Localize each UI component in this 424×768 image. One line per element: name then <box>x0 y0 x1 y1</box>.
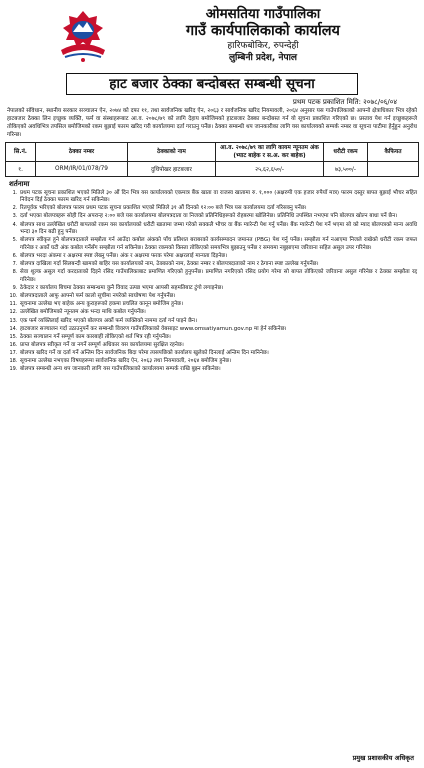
nepal-emblem-icon <box>53 8 113 64</box>
term-item: 12. उल्लेखित बमोजिमको न्यूनतम अंक भन्दा माथि कबोल गर्नुपर्नेछ। <box>19 309 417 317</box>
column-header: कैफियत <box>368 142 419 161</box>
office-address: हारिफबोकिर, रुपन्देही <box>227 41 299 51</box>
term-item: 16. प्राप्त बोलपत्र स्वीकृत गर्ने वा नगर्ने सम्पूर्ण अधिकार यस कार्यालयमा सुरक्षित रहनेछ। <box>19 342 417 350</box>
signature-title: प्रमुख प्रशासकीय अधिकृत <box>352 754 414 762</box>
term-item: 19. बोलपत्र सम्बन्धी अन्य थप जानकारी लागि यस गाउँपालिकाको कार्यालयमा सम्पर्क राखि बुझ्न सकिनेछ। <box>19 366 417 374</box>
term-item: 3. दर्ता भएका बोलपत्रहरू सोही दिन अपरान्ह २:०० बजे यस कार्यालयमा बोलपत्रदाता वा निजको प्रतिनिधिहरूको रोहबरमा खोलिनेछ। प्रतिनिधि उपस्थित नभएमा पनि बोलपत्र खोल्न बाधा पर्ने छैन। <box>19 213 417 221</box>
term-item: 9. ठेकेदार र कार्यालय बिचमा ठेक्का सम्बन्धमा कुनै विवाद उत्पन्न भएमा आपसी सहमतिबाट टुंगो लगाइनेछ। <box>19 285 417 293</box>
term-item: 8. सेवा शुल्क असुल गर्दा करदाताको दिइने रसिद गाउँपालिकाबाट प्रमाणित गरिएको हुनुपर्नेछ। प्रमाणित नगरिएको रसिद प्रयोग गरेमा सो बापत तोकिएको जरिवाना असुल गरिनेछ र ठेक्का सम्झौता रद्द गरिनेछ। <box>19 269 417 284</box>
table-header-row <box>6 142 419 161</box>
office-name: गाउँ कार्यपालिकाको कार्यालय <box>186 23 340 39</box>
municipality-name: ओमसतिया गाउँपालिका <box>205 6 321 22</box>
intro-paragraph: नेपालको संविधान, स्थानीय सरकार सञ्चालन ऐन, २०७४ को दफा ११, तथा सार्वजनिक खरिद ऐन, २०६३ र सार्वजनिक खरिद नियमावली, २०६४ अनुसार यस गाउँपालिकाको आफ्नो क्षेत्राधिकार भित्र रहेको हाटबजार ठेक्का लिन इच्छुक व्यक्ति, फर्म वा संस्थाहरूबाट आ.व. २०७८/७९ को लागि देहाय बमोजिमको हाटबजार ठेक्का बन्दोबस्त गर्न यो सूचना प्रकाशित गरिएको छ। प्रस्ताव पेश गर्न इच्छुकहरूले तोकिएको अवधिभित्र तपसिल बमोजिमको रकम बुझाई फारम खरिद गरी कार्यालयमा दर्ता गराउनु पर्नेछ। ठेक्का सम्बन्धी थप जानकारीका लागि यस कार्यालयको सम्पर्क नम्बर वा सूचना पाटीमा हेर्नुहुन अनुरोध गरिन्छ। <box>7 108 417 138</box>
term-item: 2. रितपूर्वक भरिएको बोलपत्र फारम प्रथम पटक सूचना प्रकाशित भएको मितिले ३१ औं दिनको १२:०० बजे भित्र यस कार्यालयमा दर्ता गरिसक्नु पर्नेछ। <box>19 205 417 213</box>
table-cell: १. <box>6 161 36 176</box>
tender-table <box>5 142 419 177</box>
notice-title: हाट बजार ठेक्का बन्दोबस्त सम्बन्धी सूचना <box>66 73 358 95</box>
term-item: 10. बोलपत्रदाताले आफू आफ्नो फर्म कालो सूचीमा नपरेको स्वघोषणा पेश गर्नुपर्नेछ। <box>19 293 417 301</box>
table-cell: २५,६२,६५०/- <box>216 161 324 176</box>
term-item: 14. हाटबजार सञ्चालन गर्दा उठाउनुपर्ने कर सम्बन्धी विवरण गाउँपालिकाको वेबसाइट www.omsatiyamun.gov.np मा हेर्न सकिनेछ। <box>19 326 417 334</box>
term-item: 4. बोलपत्र साथ उल्लेखित धरौटी बापतको रकम यस कार्यालयको धरौटी खातामा जम्मा गरेको सक्कलै भौचर वा बैंक ग्यारेन्टी पेश गर्नु पर्नेछ। बैंक ग्यारेन्टी पेश गर्ने भएमा सो को म्याद बोलपत्रको मान्य अवधि भन्दा ३० दिन बढी हुनु पर्नेछ। <box>19 222 417 237</box>
term-item: 17. बोलपत्र खरिद गर्ने वा दर्ता गर्ने अन्तिम दिन सार्वजनिक बिदा परेमा त्यसपछिको कार्यालय खुलेको दिनलाई अन्तिम दिन मानिनेछ। <box>19 350 417 358</box>
term-item: 1. प्रथम पटक सूचना प्रकाशित भएको मितिले ३० औं दिन भित्र यस कार्यालयको एकमात्र बैंक खाता वा राजस्व खातामा रु. १,००० (अक्षरुपी एक हजार रुपैयाँ मात्र) फारम दस्तुर बापत बुझाई भौचर सहित निवेदन दिई ठेक्का फारम खरिद गर्न सकिनेछ। <box>19 190 417 205</box>
term-item: 18. सूचनामा उल्लेख नभएका विषयहरूमा सार्वजनिक खरिद ऐन, २०६३ तथा नियमावली, २०६४ बमोजिम हुनेछ। <box>19 358 417 366</box>
column-header: ठेक्का नम्बर <box>36 142 128 161</box>
column-header: धरौटी रकम <box>324 142 368 161</box>
terms-list <box>5 190 419 374</box>
table-cell: दुधिपोखर हाटबजार <box>128 161 216 176</box>
terms-heading: शर्तनामा <box>9 179 30 188</box>
column-header: आ.व. २०७८/७९ का लागि कायम न्यूनतम अंक (भ्याट बाहेक र स.अ. कर बाहेक) <box>216 142 324 161</box>
publish-date: प्रथम पटक प्रकाशित मिति: २०७८/०६/०४ <box>292 98 397 106</box>
column-header: सि.नं. <box>6 142 36 161</box>
province-name: लुम्बिनी प्रदेश, नेपाल <box>228 53 298 63</box>
term-item: 11. सूचनामा उल्लेख भए बाहेक अन्य कुराहरूको हकमा प्रचलित कानून बमोजिम हुनेछ। <box>19 301 417 309</box>
table-cell: ORM/IR/01/078/79 <box>36 161 128 176</box>
table-cell: ७३,५००/- <box>324 161 368 176</box>
letterhead <box>5 4 419 68</box>
term-item: 13. एक फर्म व्यक्तिलाई खरिद भएको बोलपत्र अर्को फर्म व्यक्तिको नाममा दर्ता गर्न पाइने छैन। <box>19 318 417 326</box>
column-header: ठेक्काको नाम <box>128 142 216 161</box>
term-item: 6. बोलपत्र भरदा अंकमा र अक्षरमा स्पष्ट लेख्नु पर्नेछ। अंक र अक्षरमा फरक परेमा अक्षरलाई मान्यता दिइनेछ। <box>19 253 417 261</box>
table-row <box>6 161 419 176</box>
term-item: 7. बोलपत्र दाखिला गर्दा सिलबन्दी खामको बाहिर यस कार्यालयको नाम, ठेक्काको नाम, ठेक्का नम्बर र बोलपत्रदाताको नाम र ठेगाना स्पष्ट उल्लेख गर्नुपर्नेछ। <box>19 261 417 269</box>
table-cell <box>368 161 419 176</box>
term-item: 15. ठेक्का सञ्चालन गर्ने सम्पूर्ण काम कारबाही तोकिएको शर्त भित्र रही गर्नुपर्नेछ। <box>19 334 417 342</box>
term-item: 5. बोलपत्र स्वीकृत हुने बोलपत्रदाताले सम्झौता गर्न आउँदा कबोल अंकको पाँच प्रतिशत बराबरको कार्यसम्पादन जमानत (PBG) पेश गर्नु पर्नेछ। सम्झौता गर्न नआएमा निजले राखेको धरौटी रकम जफत गरिनेछ र अर्को घटी अंक कबोल गर्नेसँग सम्झौता गर्न सकिनेछ। ठेक्का रकमको किस्ता तोकिएको समयभित्र बुझाउनु पर्नेछ र समयमा नबुझाएमा जरिवाना सहित असुल उपर गरिनेछ। <box>19 237 417 252</box>
